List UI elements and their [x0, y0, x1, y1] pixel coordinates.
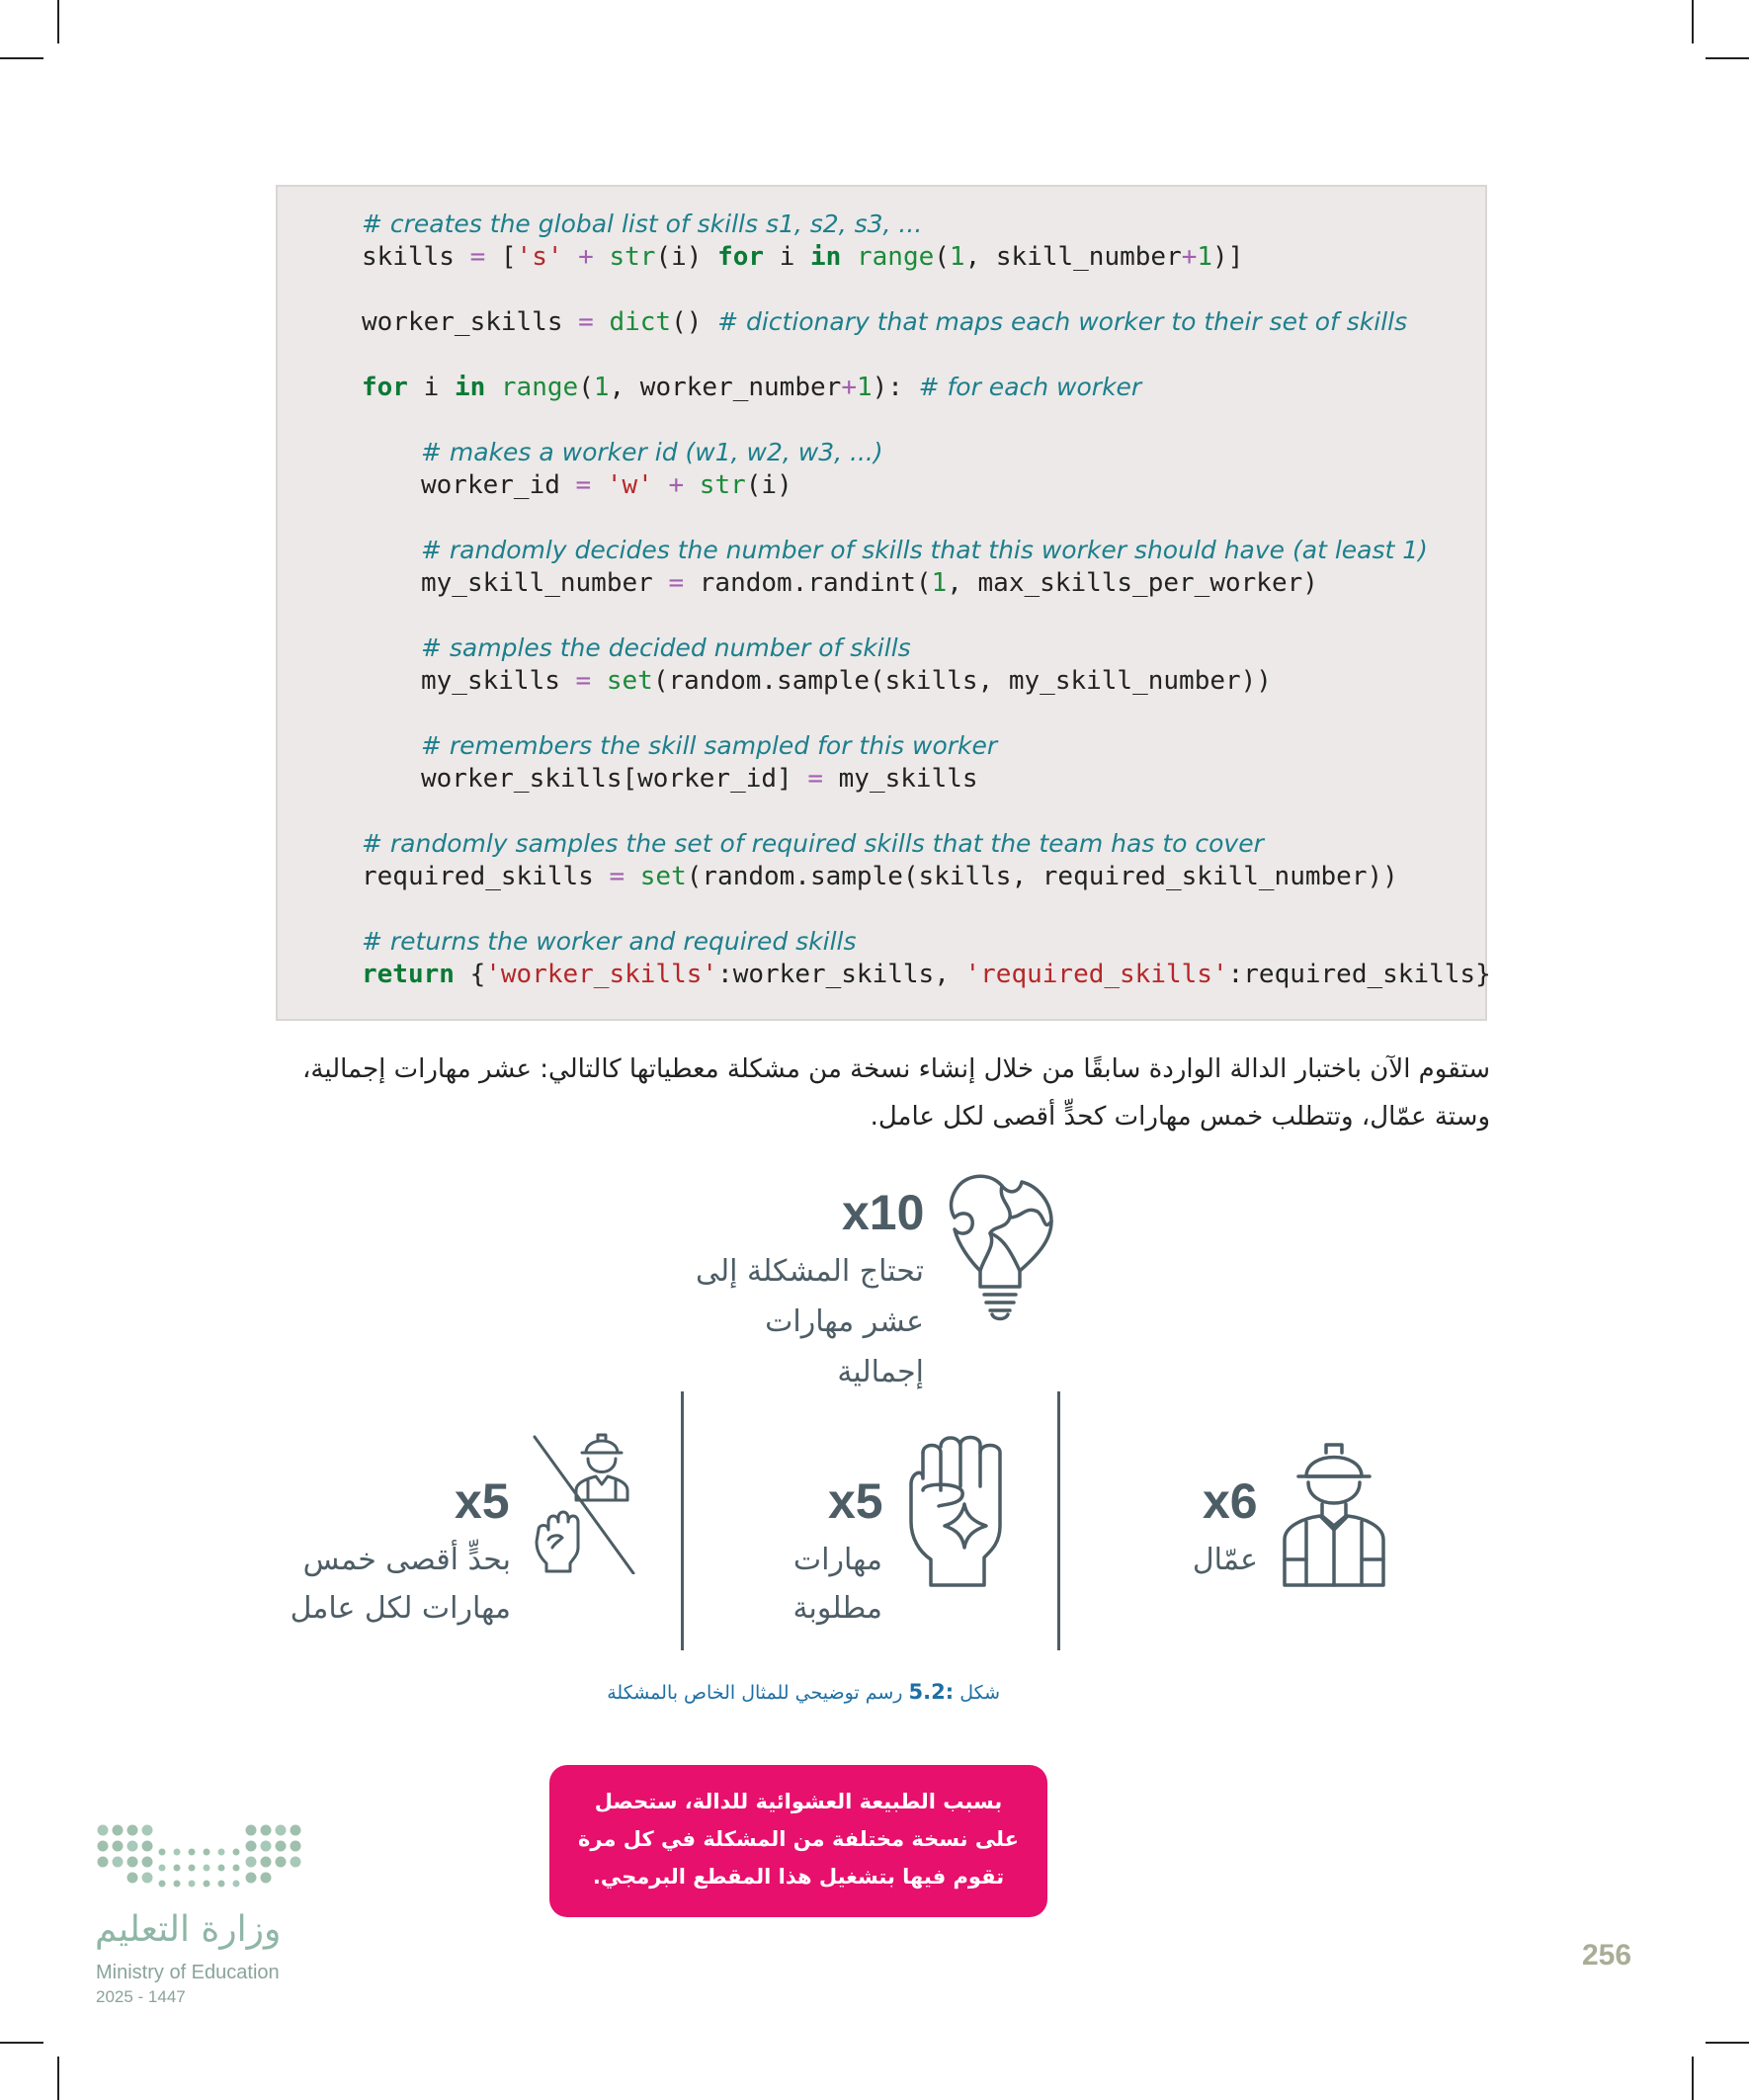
logo-dot — [218, 1881, 225, 1888]
code-token: 1 — [1197, 242, 1213, 272]
code-token: my_skills — [421, 666, 576, 696]
code-token — [485, 373, 501, 402]
code-line — [362, 306, 1407, 338]
crop-mark — [1706, 2042, 1749, 2044]
code-token: for — [717, 242, 765, 272]
logo-dot — [113, 1825, 124, 1836]
logo-dot — [246, 1841, 257, 1852]
code-token: = — [575, 666, 592, 696]
logo-dot — [204, 1849, 210, 1856]
code-line — [362, 372, 1141, 403]
crop-mark — [1692, 0, 1694, 43]
code-token: = — [469, 242, 486, 272]
code-token: 'required_skills' — [964, 960, 1228, 989]
code-line — [362, 959, 1491, 990]
ministry-logo-arabic: وزارة التعليم — [95, 1909, 282, 1950]
logo-dot — [142, 1825, 153, 1836]
puzzle-lightbulb-icon — [941, 1166, 1059, 1329]
code-token: = — [578, 307, 594, 337]
code-token: = — [575, 470, 592, 500]
code-token: (random.sample(skills, required_skill_number)) — [686, 862, 1398, 891]
code-token: for — [362, 373, 408, 402]
code-token: # dictionary that maps each worker to their set of skills — [717, 307, 1408, 336]
code-line — [421, 763, 978, 795]
code-token — [841, 242, 857, 272]
code-token: (random.sample(skills, my_skill_number)) — [652, 666, 1272, 696]
max-skills-count: x5 — [455, 1473, 510, 1529]
code-token — [653, 470, 669, 500]
logo-dot — [276, 1841, 287, 1852]
code-comment-line: # creates the global list of skills s1, s2, s3, ... — [362, 210, 923, 238]
figure-divider — [681, 1391, 684, 1650]
code-token: + — [578, 242, 594, 272]
crop-mark — [57, 2057, 59, 2100]
logo-dot — [218, 1865, 225, 1872]
logo-dot — [261, 1857, 272, 1868]
code-token: (i) — [745, 470, 792, 500]
note-line-2: على نسخة مختلفة من المشكلة في كل مرة — [578, 1827, 1019, 1851]
logo-dot — [261, 1825, 272, 1836]
logo-dot — [246, 1825, 257, 1836]
crop-mark — [1692, 2057, 1694, 2100]
logo-dot — [98, 1825, 109, 1836]
code-token: # for each worker — [918, 373, 1142, 401]
top-label-line-1: تحتاج المشكلة إلى — [696, 1254, 924, 1289]
code-comment-line: # returns the worker and required skills — [362, 927, 857, 956]
required-skills-count: x5 — [828, 1473, 883, 1529]
fist-icon — [901, 1431, 1014, 1589]
code-token: random.randint( — [684, 568, 932, 598]
code-token — [594, 242, 610, 272]
logo-dot — [159, 1849, 166, 1856]
figure-divider — [1057, 1391, 1060, 1650]
code-token: = — [807, 764, 823, 794]
code-token: return — [362, 960, 455, 989]
code-token: { — [454, 960, 486, 989]
code-token: str — [699, 470, 746, 500]
required-skills-line-1: مهارات — [792, 1543, 882, 1577]
crop-mark — [0, 57, 43, 59]
logo-dot — [127, 1841, 138, 1852]
logo-dot — [204, 1881, 210, 1888]
ministry-logo-english: Ministry of Education — [96, 1962, 280, 1983]
code-comment-line: # randomly decides the number of skills that this worker should have (at least 1) — [421, 536, 1428, 564]
logo-dot — [291, 1857, 301, 1868]
caption-number: 5.2: — [908, 1680, 955, 1704]
logo-dot — [276, 1825, 287, 1836]
logo-dot — [98, 1841, 109, 1852]
code-token: set — [639, 862, 687, 891]
code-token — [625, 862, 640, 891]
crop-mark — [57, 0, 59, 43]
logo-dot — [142, 1841, 153, 1852]
logo-dot — [189, 1849, 196, 1856]
logo-dot — [291, 1825, 301, 1836]
crop-mark — [1706, 57, 1749, 59]
code-token — [591, 666, 607, 696]
code-token: my_skills — [823, 764, 978, 794]
logo-dot — [127, 1857, 138, 1868]
logo-dot — [204, 1865, 210, 1872]
code-token: worker_skills[worker_id] — [421, 764, 808, 794]
code-token: 's' — [516, 242, 563, 272]
top-label-line-2: عشر مهارات — [765, 1304, 924, 1339]
logo-dot — [159, 1865, 166, 1872]
code-token: dict — [609, 307, 672, 337]
workers-label: عمّال — [1192, 1543, 1258, 1577]
code-comment-line: # randomly samples the set of required skills that the team has to cover — [362, 829, 1264, 858]
code-token: in — [454, 373, 486, 402]
code-token: worker_id — [421, 470, 576, 500]
logo-dot — [246, 1873, 257, 1884]
code-token: ): — [872, 373, 919, 402]
code-token: :worker_skills, — [717, 960, 965, 989]
ministry-logo-year: 2025 - 1447 — [96, 1987, 186, 2006]
code-token: required_skills — [362, 862, 610, 891]
workers-count: x6 — [1203, 1473, 1258, 1529]
logo-dot — [159, 1881, 166, 1888]
code-token: [ — [485, 242, 517, 272]
code-token: = — [668, 568, 685, 598]
code-token: 1 — [593, 373, 610, 402]
code-token: str — [609, 242, 656, 272]
caption-text: رسم توضيحي للمثال الخاص بالمشكلة — [607, 1682, 903, 1704]
code-token: () — [671, 307, 718, 337]
figure-caption — [607, 1680, 1000, 1704]
logo-dot — [233, 1849, 240, 1856]
logo-dot — [142, 1857, 153, 1868]
code-token: 1 — [931, 568, 948, 598]
page-number: 256 — [1582, 1939, 1632, 1972]
logo-dot — [113, 1857, 124, 1868]
code-token: , worker_number — [609, 373, 842, 402]
code-token: set — [606, 666, 653, 696]
code-line — [421, 665, 1272, 697]
logo-dot — [189, 1865, 196, 1872]
code-token: ( — [934, 242, 950, 272]
logo-dot — [246, 1857, 257, 1868]
code-token: + — [1181, 242, 1198, 272]
logo-dot — [233, 1881, 240, 1888]
code-token: , skill_number — [964, 242, 1182, 272]
code-token: (i) — [655, 242, 718, 272]
code-token — [594, 307, 610, 337]
code-token — [591, 470, 607, 500]
logo-dot — [113, 1841, 124, 1852]
code-token: range — [500, 373, 579, 402]
code-token: + — [668, 470, 685, 500]
required-skills-line-2: مطلوبة — [792, 1591, 882, 1626]
paragraph-line-2: وستة عمّال، وتتطلب خمس مهارات كحدٍّ أقصى لكل عامل. — [870, 1102, 1490, 1132]
logo-dot — [174, 1881, 181, 1888]
worker-icon — [1277, 1431, 1391, 1589]
code-token: 1 — [949, 242, 965, 272]
note-line-1: بسبب الطبيعة العشوائية للدالة، ستحصل — [594, 1790, 1003, 1813]
logo-dot — [189, 1881, 196, 1888]
code-comment-line: # remembers the skill sampled for this worker — [421, 731, 998, 760]
code-token — [563, 242, 579, 272]
code-line — [362, 241, 1243, 273]
note-callout — [549, 1765, 1047, 1917]
top-count: x10 — [842, 1185, 925, 1240]
paragraph-line-1: ستقوم الآن باختبار الدالة الواردة سابقًا من خلال إنشاء نسخة من مشكلة معطياتها كالتالي: عشر مهارات إجمالية، — [302, 1054, 1490, 1084]
code-comment-line: # makes a worker id (w1, w2, w3, ...) — [421, 438, 883, 466]
code-token: worker_skills — [362, 307, 579, 337]
code-token: i — [764, 242, 811, 272]
code-token: )] — [1212, 242, 1244, 272]
code-token: :required_skills} — [1227, 960, 1491, 989]
code-token: = — [609, 862, 625, 891]
code-token: range — [856, 242, 935, 272]
caption-prefix: شكل — [959, 1682, 1000, 1704]
code-comment-line: # samples the decided number of skills — [421, 633, 911, 662]
logo-dot — [142, 1873, 153, 1884]
logo-dot — [98, 1857, 109, 1868]
note-line-3: تقوم فيها بتشغيل هذا المقطع البرمجي. — [592, 1865, 1005, 1889]
code-block — [276, 185, 1491, 1021]
worker-fist-icon — [529, 1431, 639, 1574]
code-line — [421, 567, 1318, 599]
logo-dot — [261, 1873, 272, 1884]
code-line — [362, 861, 1398, 892]
code-token: skills — [362, 242, 470, 272]
logo-dot — [291, 1841, 301, 1852]
code-token: 'worker_skills' — [485, 960, 718, 989]
code-token: , max_skills_per_worker) — [947, 568, 1318, 598]
code-token: 1 — [856, 373, 873, 402]
crop-mark — [0, 2042, 43, 2044]
code-token: + — [841, 373, 857, 402]
top-label-line-3: إجمالية — [837, 1355, 924, 1389]
logo-dot — [174, 1865, 181, 1872]
logo-dot — [218, 1849, 225, 1856]
max-skills-line-2: مهارات لكل عامل — [290, 1591, 511, 1626]
max-skills-line-1: بحدٍّ أقصى خمس — [302, 1543, 511, 1577]
logo-dot — [276, 1857, 287, 1868]
logo-dot — [174, 1849, 181, 1856]
code-token: my_skill_number — [421, 568, 669, 598]
code-token: i — [407, 373, 455, 402]
logo-dot — [127, 1873, 138, 1884]
code-line — [421, 469, 792, 501]
code-token — [684, 470, 700, 500]
ministry-logo-icon — [95, 1820, 310, 1899]
logo-dot — [233, 1865, 240, 1872]
logo-dot — [127, 1825, 138, 1836]
code-token: ( — [578, 373, 594, 402]
code-token: 'w' — [606, 470, 653, 500]
code-token: in — [810, 242, 842, 272]
logo-dot — [261, 1841, 272, 1852]
